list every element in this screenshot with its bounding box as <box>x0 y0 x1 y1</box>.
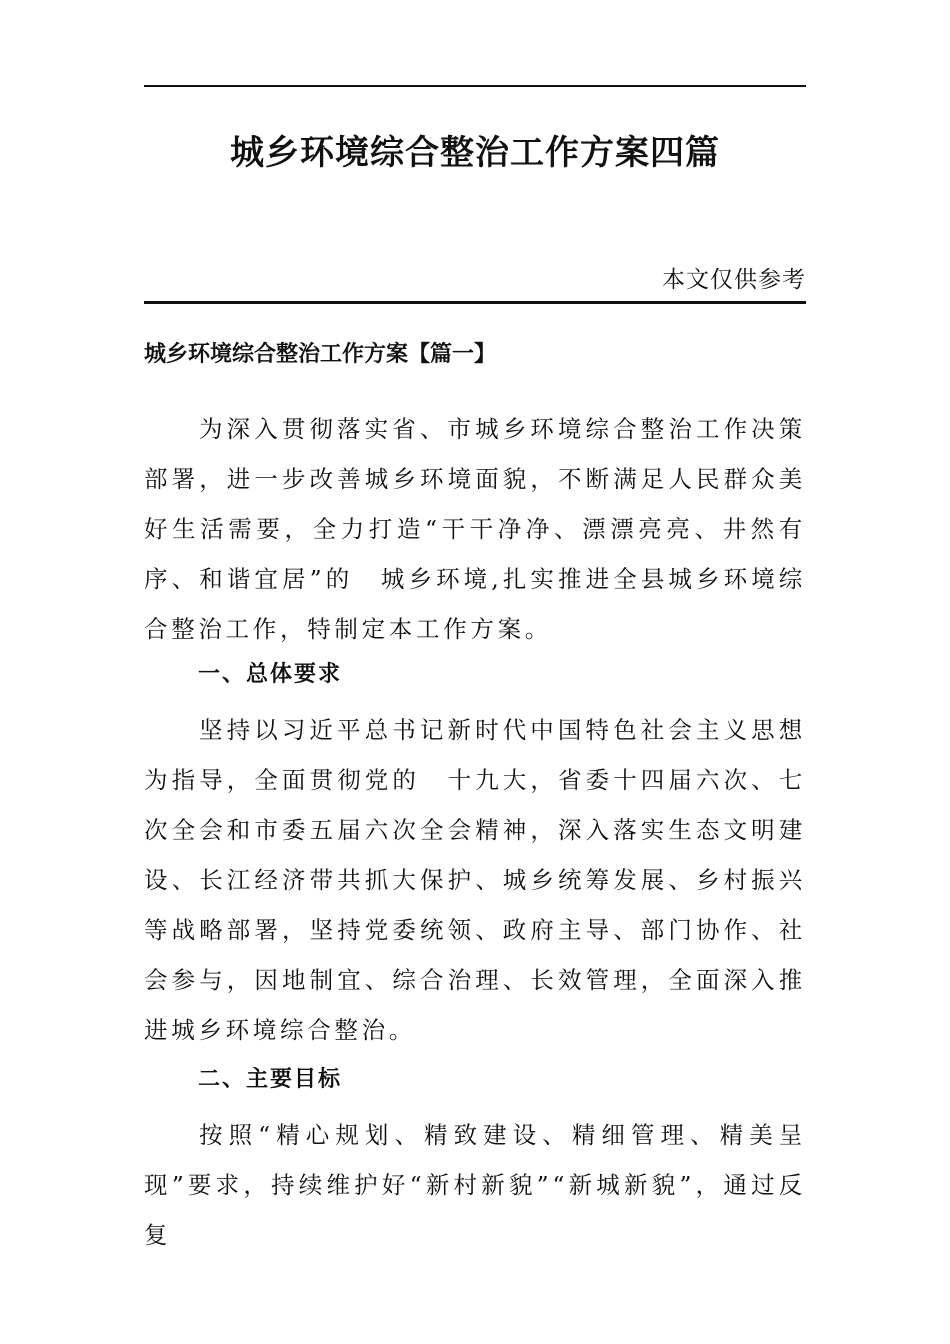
document-title: 城乡环境综合整治工作方案四篇 <box>230 133 720 173</box>
intro-paragraph: 为深入贯彻落实省、市城乡环境综合整治工作决策部署，进一步改善城乡环境面貌，不断满足人民群众美好生活需要，全力打造“干干净净、漂漂亮亮、井然有序、和谐宜居”的 城乡环境,扎实推进全县城乡环境综合整治工作，特制定本工作方案。 <box>144 415 806 643</box>
reference-note: 本文仅供参考 <box>662 267 806 293</box>
general-requirements-paragraph: 坚持以习近平总书记新时代中国特色社会主义思想为指导，全面贯彻党的 十九大，省委十四届六次、七次全会和市委五届六次全会精神，深入落实生态文明建设、长江经济带共抓大保护、城乡统筹发展、乡村振兴等战略部署，坚持党委统领、政府主导、部门协作、社会参与，因地制宜、综合治理、长效管理，全面深入推进城乡环境综合整治。 <box>144 716 806 1044</box>
main-goals-paragraph: 按照“精心规划、精致建设、精细管理、精美呈现”要求，持续维护好“新村新貌”“新城新貌”，通过反复 <box>144 1121 806 1249</box>
section-heading: 城乡环境综合整治工作方案【篇一】 <box>144 342 497 367</box>
header-divider <box>144 301 806 304</box>
top-divider <box>144 85 806 87</box>
heading-main-goals: 二、主要目标 <box>198 1067 343 1092</box>
heading-general-requirements: 一、总体要求 <box>198 662 343 687</box>
